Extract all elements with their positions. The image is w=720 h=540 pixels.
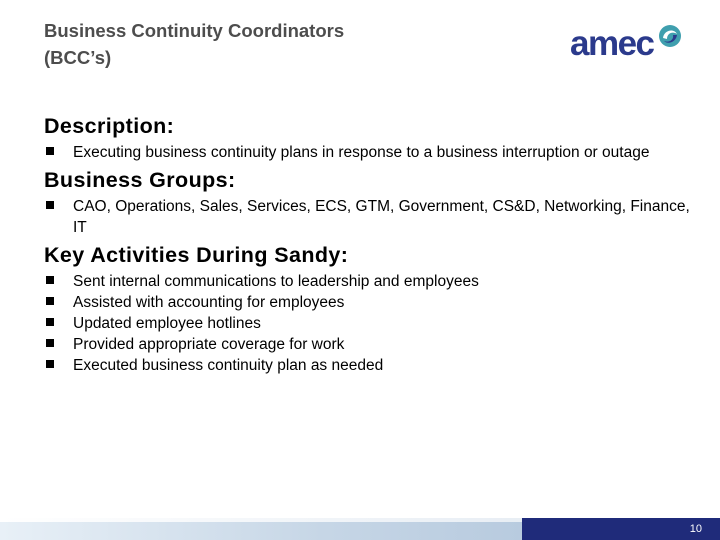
bullet-item xyxy=(44,334,704,355)
page-number: 10 xyxy=(689,523,702,535)
square-bullet-icon xyxy=(46,201,54,209)
square-bullet-icon xyxy=(46,297,54,305)
bullet-item xyxy=(44,355,704,376)
logo-swirl-icon xyxy=(658,24,682,50)
bullet-text: Provided appropriate coverage for work xyxy=(73,336,345,353)
bullet-text: CAO, Operations, Sales, Services, ECS, GTM, Government, CS&D, Networking, Finance, IT xyxy=(73,198,690,236)
section-heading: Business Groups: xyxy=(44,168,236,192)
bullet-text: Assisted with accounting for employees xyxy=(73,294,345,311)
bullet-item xyxy=(44,292,704,313)
section-key-activities xyxy=(44,242,704,376)
section-heading: Description: xyxy=(44,114,175,138)
bullet-item xyxy=(44,142,704,163)
bullet-item xyxy=(44,313,704,334)
slide-title-line-2: (BCC’s) xyxy=(44,47,112,68)
bullet-item xyxy=(44,196,704,238)
bullet-list xyxy=(44,271,704,376)
bullet-text: Updated employee hotlines xyxy=(73,315,261,332)
slide-body xyxy=(44,113,704,380)
bullet-item xyxy=(44,271,704,292)
bullet-list xyxy=(44,196,704,238)
square-bullet-icon xyxy=(46,339,54,347)
bullet-text: Executed business continuity plan as needed xyxy=(73,357,384,374)
square-bullet-icon xyxy=(46,360,54,368)
amec-logo xyxy=(566,20,688,70)
square-bullet-icon xyxy=(46,318,54,326)
section-heading: Key Activities During Sandy: xyxy=(44,243,349,267)
bullet-text: Sent internal communications to leadership and employees xyxy=(73,273,479,290)
bullet-text: Executing business continuity plans in response to a business interruption or outage xyxy=(73,144,650,161)
bullet-list xyxy=(44,142,704,163)
section-business-groups xyxy=(44,167,704,238)
square-bullet-icon xyxy=(46,147,54,155)
section-description xyxy=(44,113,704,163)
slide-title xyxy=(44,17,524,71)
slide-title-line-1: Business Continuity Coordinators xyxy=(44,20,345,41)
logo-wordmark: amec xyxy=(570,24,654,63)
page-number-box xyxy=(522,518,720,540)
square-bullet-icon xyxy=(46,276,54,284)
